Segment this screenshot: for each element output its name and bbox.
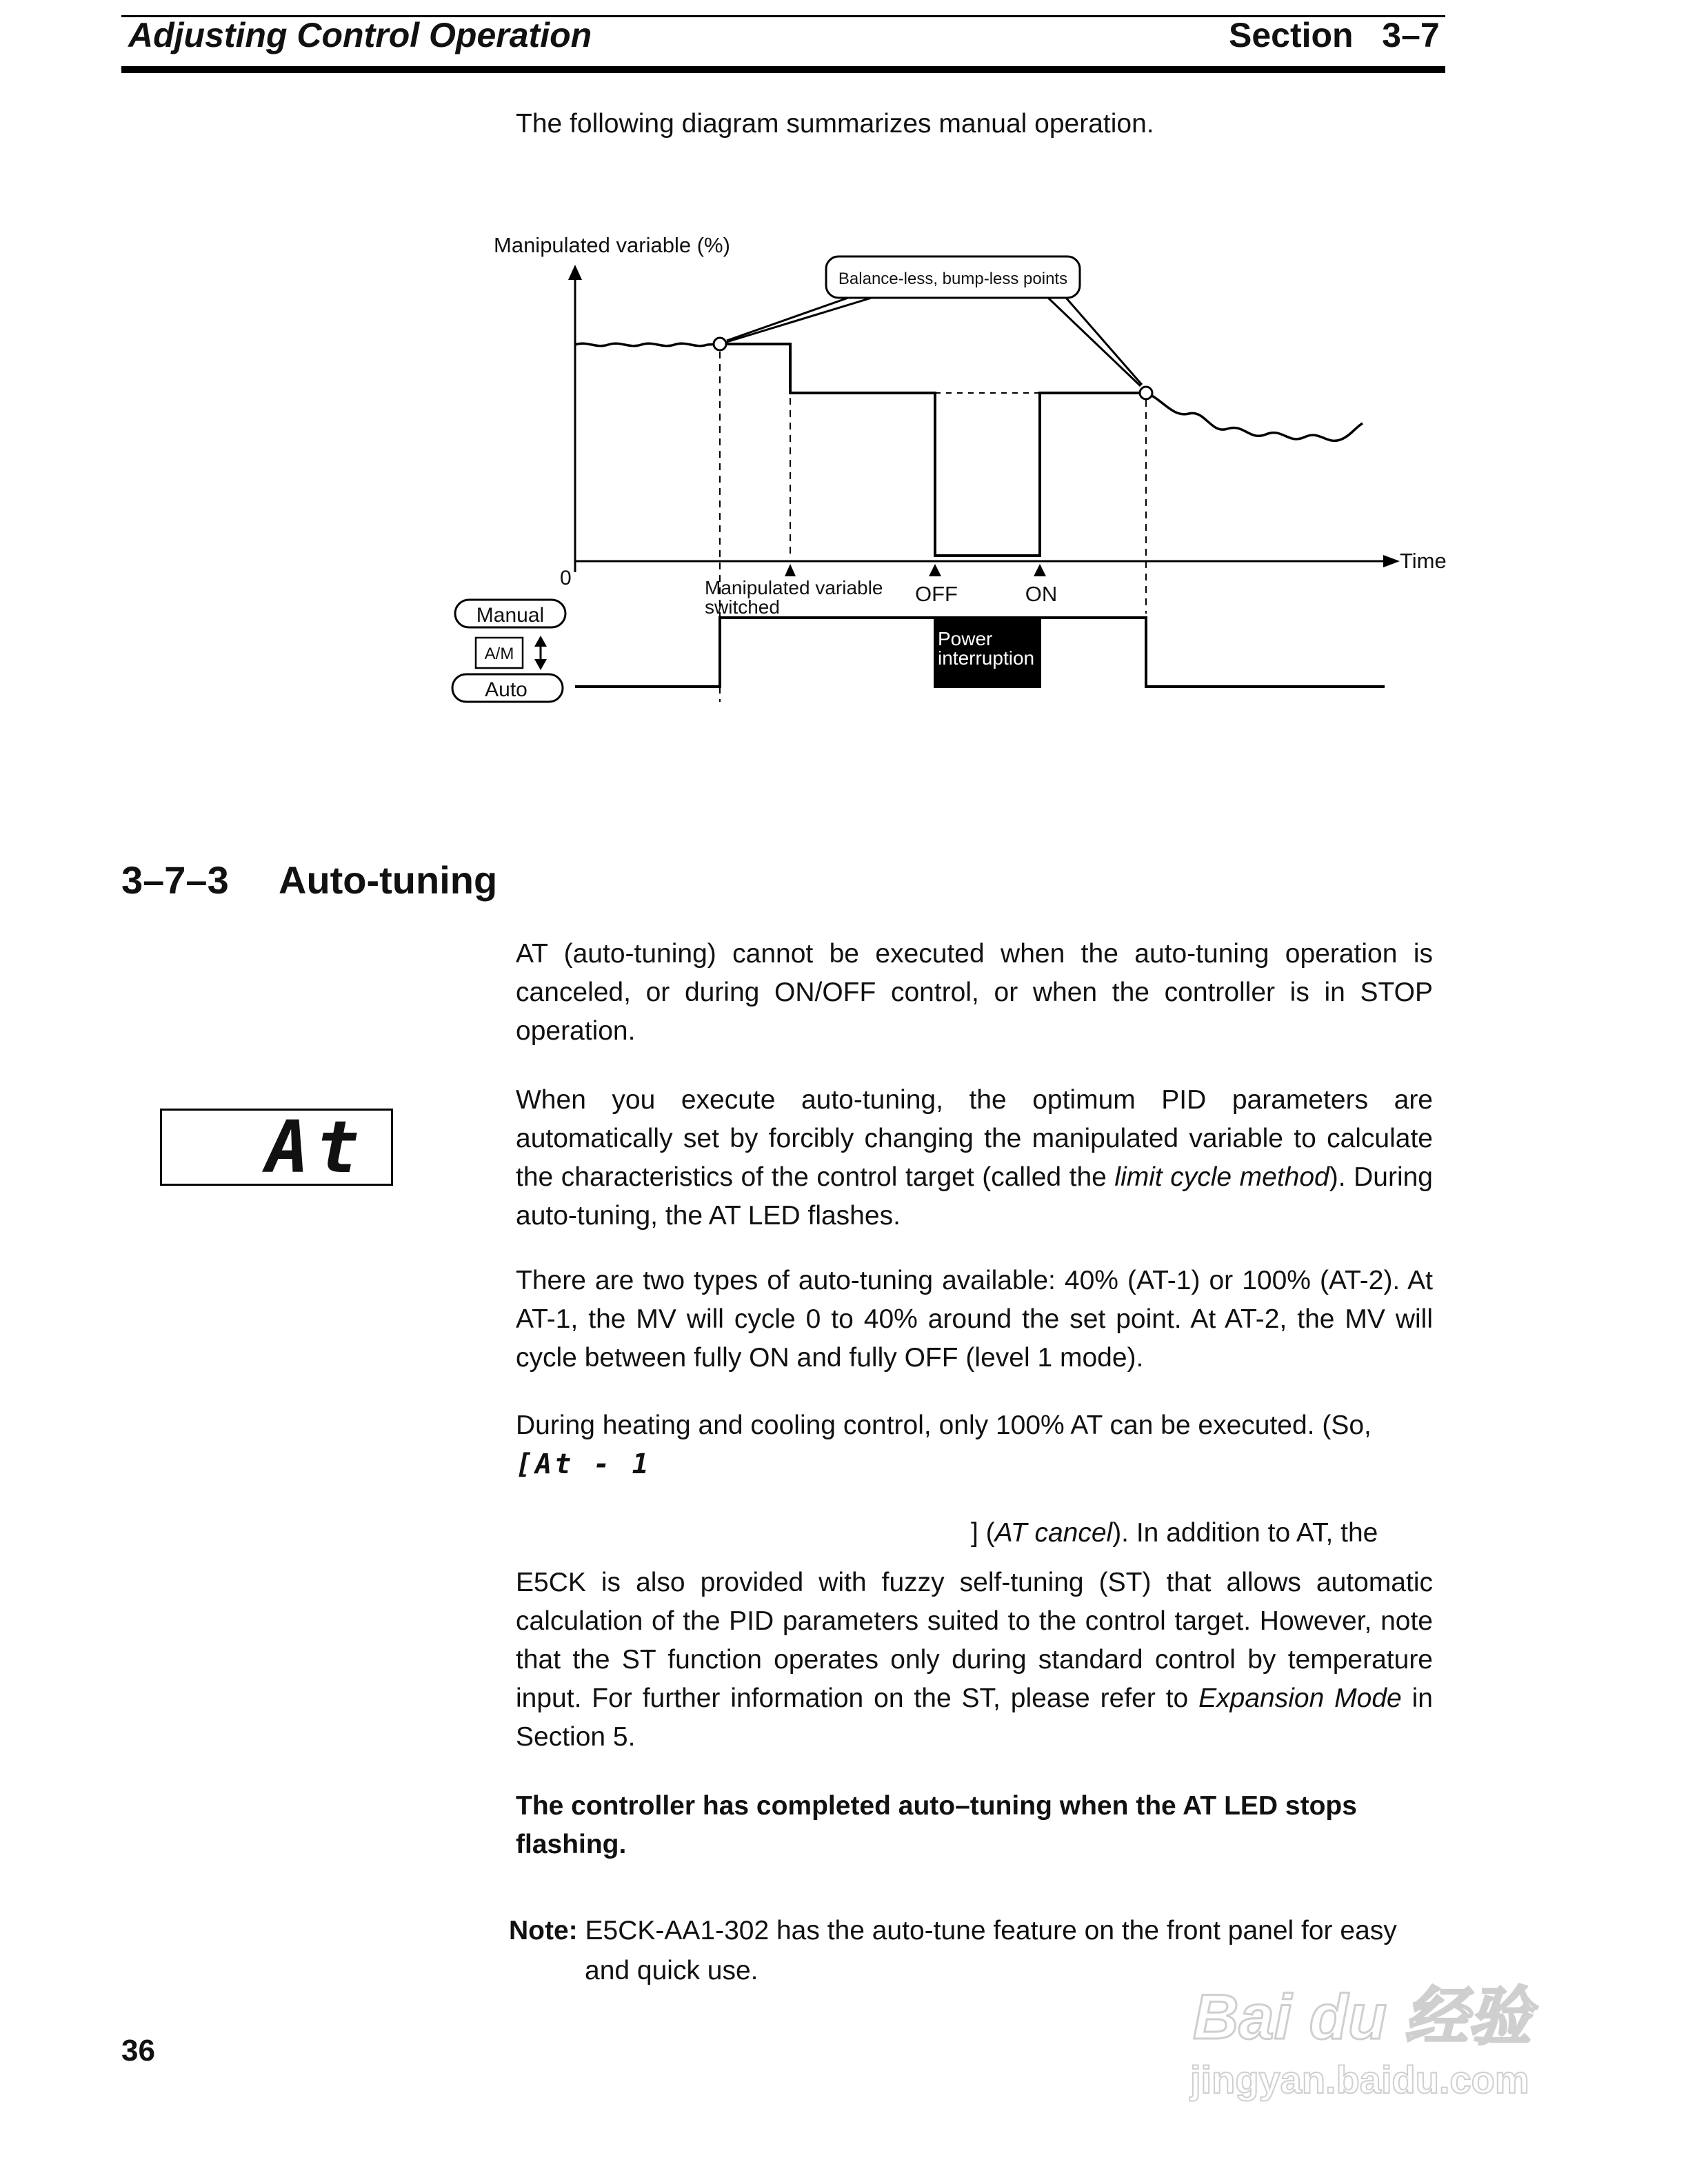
manual-label: Manual <box>476 604 545 627</box>
at-display-box <box>160 1105 393 1189</box>
bumpless-point-2 <box>1140 387 1152 399</box>
on-label: ON <box>1025 582 1058 606</box>
p4-line-3 <box>516 1514 1433 1553</box>
p5-emphasis: Expansion Mode <box>1198 1684 1402 1713</box>
paragraph-heating-cooling <box>516 1406 1433 1553</box>
note-text: E5CK-AA1-302 has the auto-tune feature on the front panel for easy and quick use. <box>585 1916 1397 1985</box>
x-axis-label: Time <box>1400 549 1447 573</box>
y-axis-arrowhead <box>568 265 582 280</box>
mv-switched-label-1: Manipulated variable <box>705 577 883 598</box>
p4-text-b: ] ( <box>971 1518 995 1548</box>
manual-operation-diagram <box>0 0 1688 793</box>
watermark-logo: Bai du 经验 <box>1193 1982 1531 2052</box>
paragraph-completed-bold: The controller has completed auto–tuning when the AT LED stops flashing. <box>516 1791 1357 1859</box>
running-header-section: Section 3–7 <box>1229 16 1440 54</box>
am-label: A/M <box>484 645 514 663</box>
p4-emphasis: AT cancel <box>994 1518 1113 1548</box>
mv-manual-steps <box>720 344 1146 556</box>
watermark-url: jingyan.baidu.com <box>1190 2058 1529 2101</box>
off-label: OFF <box>915 582 958 606</box>
mv-wave-auto-end <box>1146 393 1363 441</box>
marker-off <box>929 564 941 576</box>
callout-pointer-left-2 <box>727 298 872 342</box>
mv-wave-auto-start <box>575 343 720 345</box>
y-axis-label: Manipulated variable (%) <box>494 233 730 257</box>
running-header-title: Adjusting Control Operation <box>128 16 592 54</box>
p2-text-a: When you execute auto-tuning, the optimum PID parameters are automatically set by forcibly changing the manipulated variable to calculate the characteristics of the control target (called the <box>516 1085 1433 1192</box>
paragraph-at-cannot-execute: AT (auto-tuning) cannot be executed when the auto-tuning operation is canceled, or during ON/OFF control, or when the controller is in STOP operation. <box>516 939 1433 1046</box>
section-number: 3–7–3 <box>121 858 229 902</box>
at-display-text: At <box>265 1105 366 1189</box>
bumpless-point-1 <box>714 338 726 350</box>
callout-pointer-right <box>1048 298 1141 386</box>
p2-emphasis: limit cycle method <box>1114 1162 1329 1192</box>
p4-text-a: During heating and cooling control, only 100% AT can be executed. (So, <box>516 1410 1372 1440</box>
power-label-1: Power <box>938 628 993 649</box>
am-arrow-down <box>534 659 547 670</box>
callout-text: Balance-less, bump-less points <box>838 270 1068 288</box>
marker-on <box>1034 564 1046 576</box>
x-axis-arrowhead <box>1383 555 1400 567</box>
callout-pointer-right-2 <box>1066 298 1142 385</box>
p5-text-b: in Section 5. <box>516 1684 1433 1752</box>
paragraph-types-of-autotuning: There are two types of auto-tuning available: 40% (AT-1) or 100% (AT-2). At AT-1, the MV will cycle 0 to 40% around the set point. At AT-2, the MV will cycle between fully ON and fully OFF (level 1 mode). <box>516 1266 1433 1373</box>
paragraph-execute-autotuning <box>516 1081 1433 1235</box>
power-label-2: interruption <box>938 647 1035 669</box>
auto-label: Auto <box>485 678 528 701</box>
p2-text-b: ). During auto-tuning, the AT LED flashes. <box>516 1162 1433 1231</box>
marker-mv-switched <box>785 564 796 576</box>
page-number: 36 <box>121 2034 155 2067</box>
section-title: Auto-tuning <box>279 858 498 902</box>
callout-pointer-left <box>727 298 848 341</box>
p4-text-c: ). In addition to AT, the <box>1112 1518 1378 1548</box>
paragraph-fuzzy-self-tuning <box>516 1564 1433 1757</box>
p5-text-a: E5CK is also provided with fuzzy self-tuning (ST) that allows automatic calculation of the PID parameters suited to the control target. However, note that the ST function operates only during standard control by temperature input. For further information on the ST, please refer to <box>516 1568 1433 1713</box>
note-label: Note: <box>509 1916 578 1945</box>
mv-switched-label-2: switched <box>705 596 780 618</box>
intro-text: The following diagram summarizes manual operation. <box>516 109 1154 139</box>
section-heading <box>121 858 497 902</box>
origin-label: 0 <box>560 567 572 589</box>
p4-segment-text: [At - 1 <box>516 1448 652 1480</box>
am-arrow-up <box>534 636 547 647</box>
